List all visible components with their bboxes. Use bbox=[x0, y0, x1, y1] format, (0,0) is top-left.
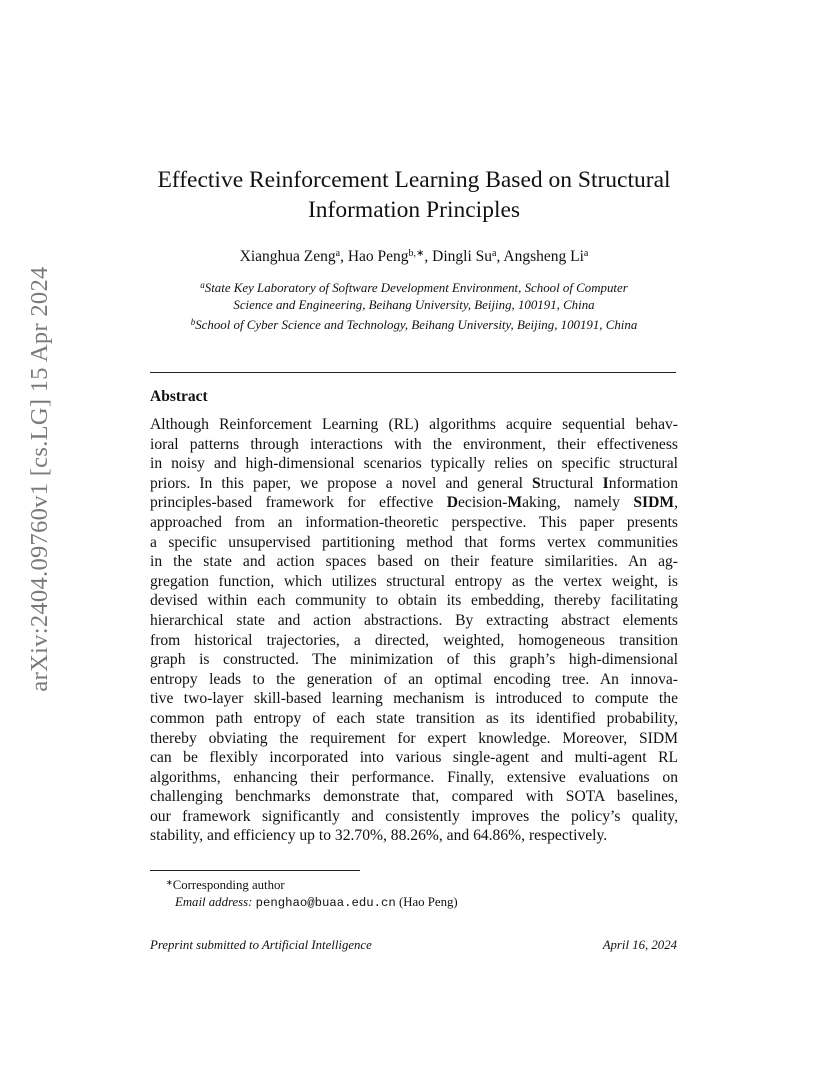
footnote-corresponding-text: Corresponding author bbox=[172, 878, 285, 892]
author-affiliation-mark: a bbox=[583, 248, 589, 259]
abstract-line: graph is constructed. The minimization of this graph’s high-dimensional bbox=[150, 651, 678, 669]
abstract-line: ioral patterns through interactions with the environment, their effectiveness bbox=[150, 435, 678, 453]
abstract-line: gregation function, which utilizes structural entropy as the vertex weight, is bbox=[150, 572, 678, 590]
abstract-line: can be flexibly incorporated into various single-agent and multi-agent RL bbox=[150, 749, 678, 767]
abstract-line: approached from an information-theoretic perspective. This paper presents bbox=[150, 513, 678, 531]
footnote-mark: ∗ bbox=[166, 878, 173, 887]
affiliation-a-mark: a bbox=[200, 280, 205, 290]
affiliation-b-mark: b bbox=[190, 317, 196, 327]
affiliation-a-line-2: Science and Engineering, Beihang University, Beijing, 100191, China bbox=[233, 298, 595, 312]
footer-date: April 16, 2024 bbox=[602, 938, 677, 952]
author-separator: , bbox=[424, 248, 433, 265]
affiliation-a-line-1 bbox=[130, 277, 698, 297]
abstract-line: common path entropy of each state transition as its identified probability, bbox=[150, 709, 678, 727]
abstract-line: entropy leads to the generation of an optimal encoding tree. An innova- bbox=[150, 670, 678, 688]
author-name: Xianghua Zeng bbox=[239, 248, 336, 265]
abstract-body bbox=[150, 415, 678, 846]
author-separator: , bbox=[340, 248, 348, 265]
abstract-line: tive two-layer skill-based learning mechanism is introduced to compute the bbox=[150, 690, 678, 708]
author-name: Dingli Su bbox=[432, 248, 493, 265]
paper-title bbox=[130, 165, 698, 225]
arxiv-identifier-text: arXiv:2404.09760v1 [cs.LG] 15 Apr 2024 bbox=[26, 266, 53, 692]
abstract-line: principles-based framework for effective Decision-Making, namely SIDM, bbox=[150, 494, 678, 512]
affiliations bbox=[130, 277, 698, 334]
title-line-1: Effective Reinforcement Learning Based on Structural bbox=[157, 167, 671, 193]
abstract-line: algorithms, enhancing their performance. Finally, extensive evaluations on bbox=[150, 768, 678, 786]
author-affiliation-mark: b,∗ bbox=[408, 248, 425, 259]
affiliation-b-text-1: School of Cyber Science and Technology, Beihang University, Beijing, 100191, China bbox=[195, 318, 638, 332]
preprint-note: Preprint submitted to Artificial Intelligence bbox=[150, 938, 372, 952]
abstract-line: our framework significantly and consistently improves the policy’s quality, bbox=[150, 807, 678, 825]
abstract-line: challenging benchmarks demonstrate that, compared with SOTA baselines, bbox=[150, 788, 678, 806]
header-rule bbox=[150, 372, 676, 373]
author-name: Angsheng Li bbox=[503, 248, 584, 265]
author-affiliation-mark: a bbox=[335, 248, 341, 259]
footnote-email bbox=[150, 894, 458, 912]
author-list bbox=[130, 244, 698, 267]
abstract-line: priors. In this paper, we propose a novel and general Structural Information bbox=[150, 474, 679, 492]
email-label: Email address: bbox=[175, 895, 253, 909]
author-affiliation-mark: a bbox=[492, 248, 497, 259]
email-address[interactable]: penghao@buaa.edu.cn bbox=[255, 896, 396, 910]
abstract-heading: Abstract bbox=[150, 388, 208, 405]
abstract-line: from historical trajectories, a directed, weighted, homogeneous transition bbox=[150, 631, 678, 649]
author-separator: , bbox=[496, 248, 504, 265]
abstract-line: thereby obviating the requirement for expert knowledge. Moreover, SIDM bbox=[150, 729, 678, 747]
affiliation-a-text-1: State Key Laboratory of Software Development Environment, School of Computer bbox=[204, 281, 628, 295]
title-line-2: Information Principles bbox=[307, 197, 521, 223]
abstract-line: devised within each community to obtain its embedding, thereby facilitating bbox=[150, 592, 678, 610]
abstract-line: in noisy and high-dimensional scenarios typically relies on specific structural bbox=[150, 455, 678, 473]
abstract-line: a specific unsupervised partitioning method that forms vertex communities bbox=[150, 533, 678, 551]
footnote bbox=[150, 874, 458, 912]
abstract-line: stability, and efficiency up to 32.70%, 88.26%, and 64.86%, respectively. bbox=[150, 827, 608, 845]
author-name: Hao Peng bbox=[347, 248, 409, 265]
abstract-line: in the state and action spaces based on their feature similarities. An ag- bbox=[150, 553, 678, 571]
footnote-rule bbox=[150, 870, 360, 871]
abstract-line: Although Reinforcement Learning (RL) algorithms acquire sequential behav- bbox=[150, 416, 678, 433]
affiliation-b-line-1 bbox=[130, 314, 698, 334]
footnote-corresponding bbox=[150, 874, 458, 894]
email-person: (Hao Peng) bbox=[399, 895, 458, 909]
abstract-line: hierarchical state and action abstractions. By extracting abstract elements bbox=[150, 611, 678, 629]
